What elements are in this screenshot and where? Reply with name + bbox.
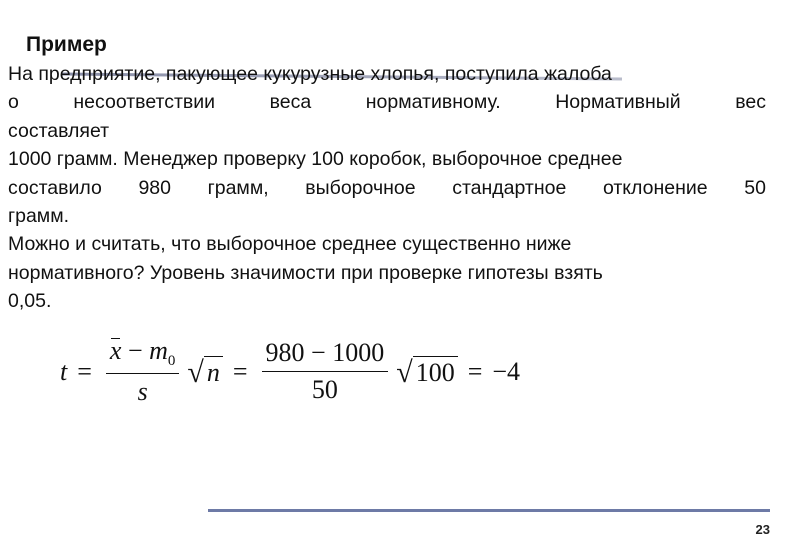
t-statistic-formula xyxy=(60,336,520,407)
text-line-5 xyxy=(8,174,766,202)
minus-sign: − xyxy=(127,336,143,365)
fraction-denominator: s xyxy=(137,377,148,407)
word: 50 xyxy=(744,176,766,199)
sqrt-n xyxy=(187,356,222,388)
word: нормативному. xyxy=(365,91,501,114)
radicand: 100 xyxy=(413,356,458,388)
radicand: n xyxy=(204,356,223,388)
text-line-2 xyxy=(8,88,766,116)
slide-title: Пример xyxy=(26,33,107,56)
radical-sign: √ xyxy=(187,355,204,389)
word: Нормативный xyxy=(555,91,681,114)
text-line-6: грамм. xyxy=(8,205,70,228)
text-line-3: составляет xyxy=(8,119,110,142)
formula-equals: = xyxy=(232,356,248,386)
word: о xyxy=(8,91,19,114)
radical-sign: √ xyxy=(396,355,413,389)
word: вес xyxy=(735,91,766,114)
page-number: 23 xyxy=(755,522,770,537)
formula-equals: = xyxy=(467,356,483,386)
numeric-fraction xyxy=(262,338,389,405)
word: веса xyxy=(269,91,312,114)
formula-equals: = xyxy=(77,356,92,386)
word: несоответствии xyxy=(73,91,216,114)
text-line-4: 1000 грамм. Менеджер проверку 100 коробок, выборочное среднее xyxy=(8,148,623,171)
norm-mean-symbol: m xyxy=(149,336,168,365)
word: грамм, xyxy=(207,176,269,199)
sample-mean-symbol: x xyxy=(109,336,122,365)
formula-lhs: t xyxy=(60,356,68,386)
word: стандартное xyxy=(452,176,567,199)
footer-divider xyxy=(208,509,770,512)
word: составило xyxy=(8,176,102,199)
fraction-denominator: 50 xyxy=(311,375,338,405)
text-line-9: 0,05. xyxy=(8,290,52,313)
problem-text xyxy=(8,60,766,316)
fraction-numerator xyxy=(106,336,180,374)
sqrt-value xyxy=(396,356,457,388)
word: выборочное xyxy=(305,176,416,199)
formula-result: −4 xyxy=(492,356,521,386)
text-line-7: Можно и считать, что выборочное среднее существенно ниже xyxy=(8,233,572,256)
word: 980 xyxy=(138,176,171,199)
text-line-1: На предприятие, пакующее кукурузные хлопья, поступила жалоба xyxy=(8,63,612,85)
norm-mean-subscript: 0 xyxy=(167,353,176,370)
text-line-8: нормативного? Уровень значимости при проверке гипотезы взять xyxy=(8,261,603,284)
fraction-numerator: 980 − 1000 xyxy=(262,338,389,372)
symbolic-fraction xyxy=(106,336,180,407)
word: отклонение xyxy=(602,176,708,199)
